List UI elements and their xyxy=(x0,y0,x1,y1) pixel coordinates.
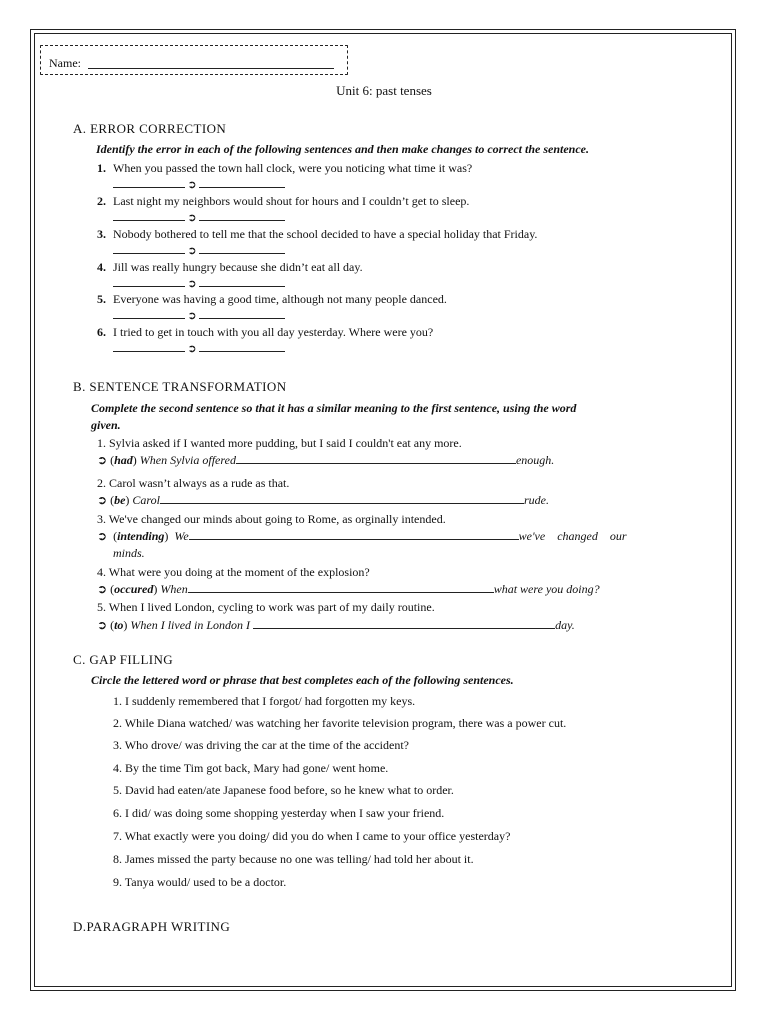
arrow-icon: ➲ xyxy=(187,310,197,322)
answer-line-3[interactable] xyxy=(113,243,285,258)
error-item-4 xyxy=(97,260,363,274)
prompt-end: what were you doing? xyxy=(493,582,600,596)
arrow-icon: ➲ xyxy=(187,278,197,290)
item-text: Sylvia asked if I wanted more pudding, but I said I couldn't eat any more. xyxy=(109,436,462,450)
answer-line-5[interactable] xyxy=(113,308,285,323)
prompt-end-word: our xyxy=(609,529,627,543)
gap-item-7: 7. What exactly were you doing/ did you do when I came to your office yesterday? xyxy=(113,829,511,843)
arrow-icon: ➲ xyxy=(187,212,197,224)
answer-line-4[interactable] xyxy=(113,276,285,291)
transform-item-3 xyxy=(97,512,446,526)
prompt-start: When xyxy=(160,582,188,596)
keyword: occured xyxy=(114,582,154,596)
keyword: intending xyxy=(117,529,165,543)
unit-title: Unit 6: past tenses xyxy=(336,83,432,98)
arrow-icon: ➲ xyxy=(97,453,108,467)
item-number: 2. xyxy=(97,194,106,208)
name-field[interactable] xyxy=(88,68,334,69)
item-text: What were you doing at the moment of the explosion? xyxy=(108,565,370,579)
keyword: to xyxy=(114,618,124,632)
keyword: be xyxy=(114,493,126,507)
item-text: We've changed our minds about going to Rome, as orginally intended. xyxy=(108,512,446,526)
name-box xyxy=(40,45,348,75)
section-a-heading: A. ERROR CORRECTION xyxy=(73,121,227,136)
error-item-3 xyxy=(97,227,537,241)
transform-item-1 xyxy=(97,436,462,450)
section-b-instruction-cont: given. xyxy=(91,418,121,432)
transform-answer-2[interactable]: ➲ (be) Carol rude. xyxy=(97,493,549,507)
prompt-start: When I lived in London I xyxy=(130,618,251,632)
item-number: 1. xyxy=(97,161,106,175)
item-number: 3. xyxy=(97,227,106,241)
gap-item-2: 2. While Diana watched/ was watching her favorite television program, there was a power cut. xyxy=(113,716,567,730)
item-text: Nobody bothered to tell me that the school decided to have a special holiday that Friday. xyxy=(113,227,538,241)
error-item-6 xyxy=(97,325,433,339)
item-text: I tried to get in touch with you all day yesterday. Where were you? xyxy=(113,325,434,339)
prompt-end-word: we've xyxy=(518,529,546,543)
item-text: When I lived London, cycling to work was part of my daily routine. xyxy=(108,600,435,614)
item-number: 1. xyxy=(97,436,106,450)
item-number: 5. xyxy=(97,600,106,614)
arrow-icon: ➲ xyxy=(97,529,108,543)
prompt-end: enough. xyxy=(515,453,555,467)
keyword: had xyxy=(114,453,133,467)
item-text: Everyone was having a good time, although not many people danced. xyxy=(113,292,447,306)
item-text: Jill was really hungry because she didn’t eat all day. xyxy=(113,260,363,274)
prompt-start: We xyxy=(174,529,189,543)
prompt-end: rude. xyxy=(523,493,549,507)
prompt-start: Carol xyxy=(132,493,160,507)
item-text: When you passed the town hall clock, were you noticing what time it was? xyxy=(113,161,473,175)
transform-item-2 xyxy=(97,476,289,490)
gap-item-9: 9. Tanya would/ used to be a doctor. xyxy=(113,875,287,889)
gap-item-1: 1. I suddenly remembered that I forgot/ had forgotten my keys. xyxy=(113,694,416,708)
answer-line-2[interactable] xyxy=(113,210,285,225)
gap-item-4: 4. By the time Tim got back, Mary had gone/ went home. xyxy=(113,761,389,775)
error-item-5 xyxy=(97,292,447,306)
gap-item-6: 6. I did/ was doing some shopping yesterday when I saw your friend. xyxy=(113,806,445,820)
arrow-icon: ➲ xyxy=(97,493,108,507)
prompt-end: day. xyxy=(555,618,575,632)
section-d-heading: D.PARAGRAPH WRITING xyxy=(73,919,231,934)
item-number: 3. xyxy=(97,512,106,526)
item-number: 4. xyxy=(97,565,106,579)
prompt-start: When Sylvia offered xyxy=(139,453,236,467)
section-c-heading: C. GAP FILLING xyxy=(73,652,174,667)
item-text: Carol wasn’t always as a rude as that. xyxy=(109,476,290,490)
arrow-icon: ➲ xyxy=(187,245,197,257)
arrow-icon: ➲ xyxy=(97,582,108,596)
answer-line-6[interactable] xyxy=(113,341,285,356)
gap-item-3: 3. Who drove/ was driving the car at the time of the accident? xyxy=(113,738,410,752)
error-item-1 xyxy=(97,161,472,175)
item-number: 5. xyxy=(97,292,106,306)
item-number: 6. xyxy=(97,325,106,339)
transform-item-5 xyxy=(97,600,435,614)
answer-line-1[interactable] xyxy=(113,177,285,192)
item-text: Last night my neighbors would shout for hours and I couldn’t get to sleep. xyxy=(113,194,470,208)
prompt-end-word: changed xyxy=(557,529,598,543)
gap-item-5: 5. David had eaten/ate Japanese food before, so he knew what to order. xyxy=(113,783,454,797)
transform-answer-3[interactable]: ➲ (intending) We we've changed our xyxy=(97,529,627,543)
prompt-end-line2: minds. xyxy=(113,546,145,560)
section-b-instruction: Complete the second sentence so that it has a similar meaning to the first sentence, using the word xyxy=(91,401,577,415)
transform-item-4 xyxy=(97,565,370,579)
section-b-heading: B. SENTENCE TRANSFORMATION xyxy=(73,379,287,394)
gap-item-8: 8. James missed the party because no one was telling/ had told her about it. xyxy=(113,852,474,866)
item-number: 2. xyxy=(97,476,106,490)
name-label: Name: xyxy=(49,56,81,70)
arrow-icon: ➲ xyxy=(97,618,108,632)
section-c-instruction: Circle the lettered word or phrase that best completes each of the following sentences. xyxy=(91,673,514,687)
transform-answer-4[interactable]: ➲ (occured) When what were you doing? xyxy=(97,582,600,596)
section-a-instruction: Identify the error in each of the following sentences and then make changes to correct the sentence. xyxy=(96,142,589,156)
transform-answer-1[interactable]: ➲ (had) When Sylvia offered enough. xyxy=(97,453,555,467)
item-number: 4. xyxy=(97,260,106,274)
arrow-icon: ➲ xyxy=(187,179,197,191)
error-item-2 xyxy=(97,194,469,208)
arrow-icon: ➲ xyxy=(187,343,197,355)
transform-answer-5[interactable]: ➲ (to) When I lived in London I day. xyxy=(97,618,575,632)
